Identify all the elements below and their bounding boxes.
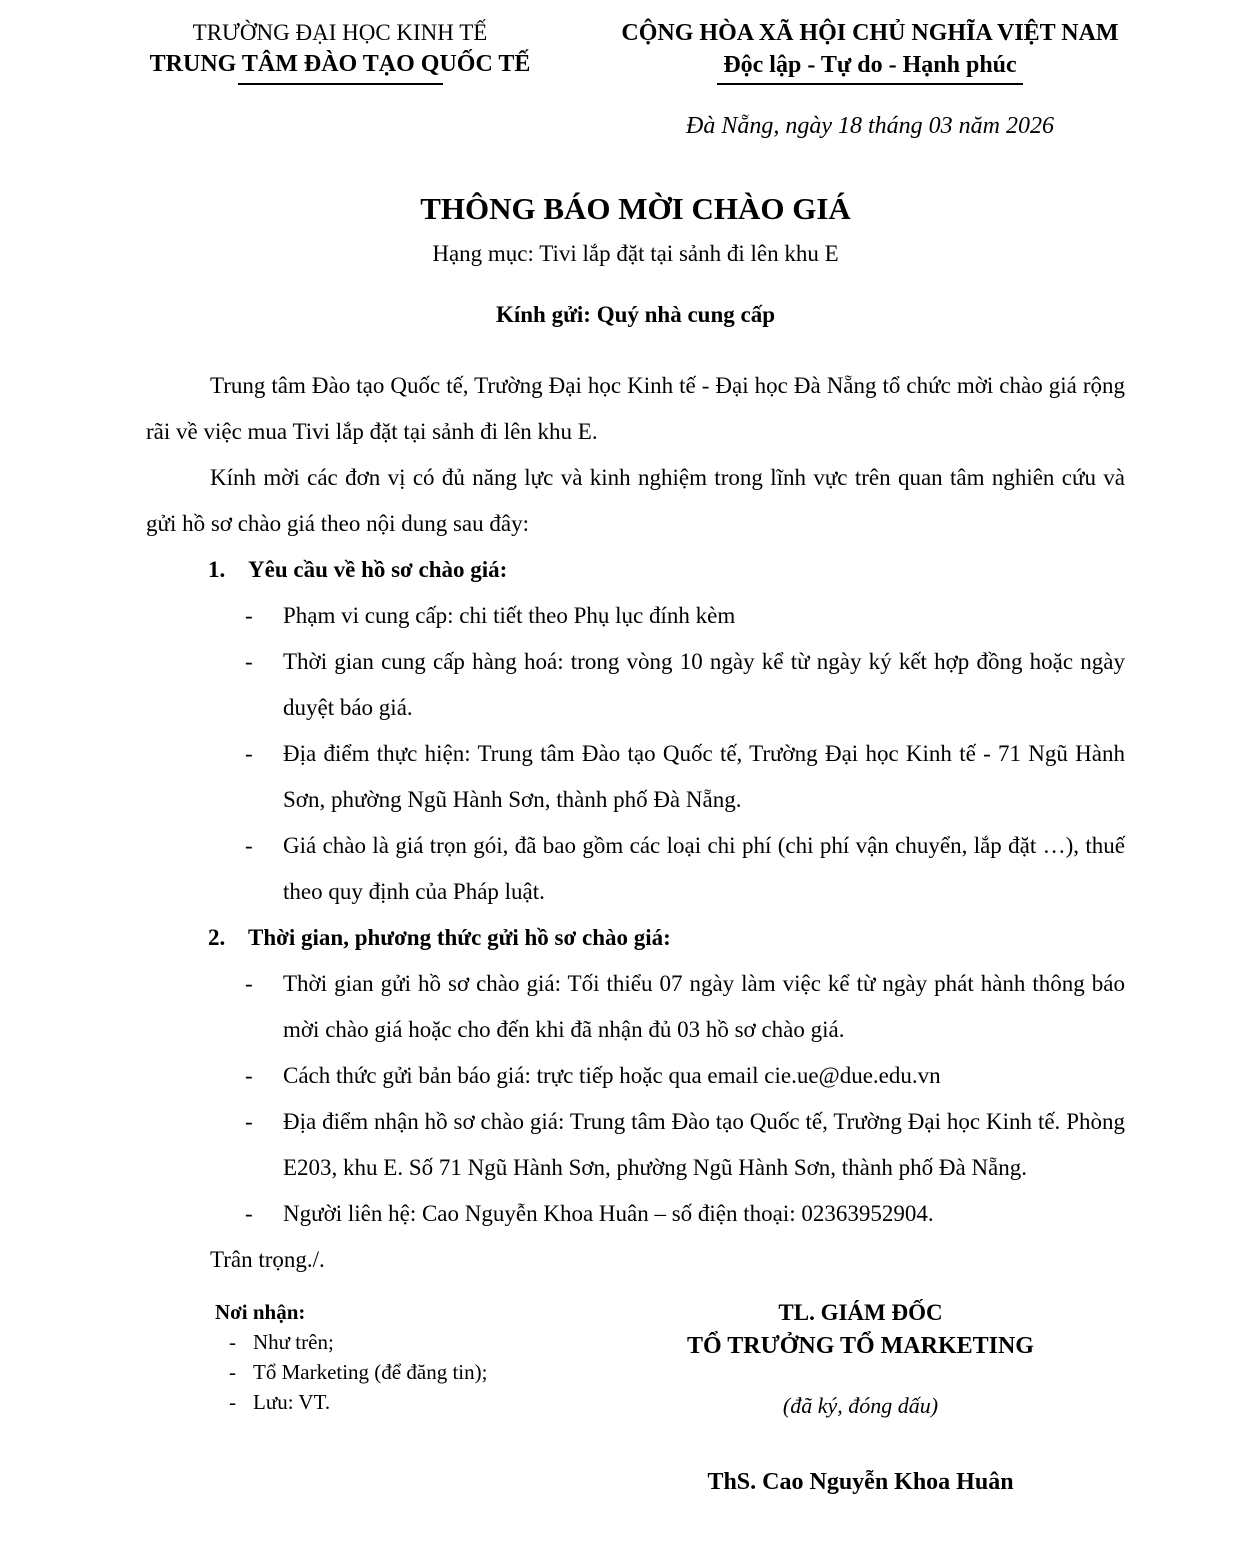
list-item: - Địa điểm thực hiện: Trung tâm Đào tạo Quốc tế, Trường Đại học Kinh tế - 71 Ngũ Hành Sơn, phường Ngũ Hành Sơn, thành phố Đà Nẵng. [146,731,1125,823]
signature-name: ThS. Cao Nguyễn Khoa Huân [707,1469,1014,1495]
list-item: - Thời gian gửi hồ sơ chào giá: Tối thiểu 07 ngày làm việc kể từ ngày phát hành thông báo mời chào giá hoặc cho đến khi đã nhận đủ 03 hồ sơ chào giá. [146,961,1125,1053]
signature-note: (đã ký, đóng dấu) [782,1393,939,1418]
list-item: - Thời gian cung cấp hàng hoá: trong vòng 10 ngày kể từ ngày ký kết hợp đồng hoặc ngày duyệt báo giá. [146,639,1125,731]
recipient-item: - Tổ Marketing (để đăng tin); [215,1357,575,1387]
closing-line: Trân trọng./. [210,1247,325,1272]
section-heading-text: Thời gian, phương thức gửi hồ sơ chào giá: [248,925,671,950]
signature-block [575,1297,1146,1499]
org-name-university: TRƯỜNG ĐẠI HỌC KINH TẾ [192,20,488,45]
list-item: - Người liên hệ: Cao Nguyễn Khoa Huân – số điện thoại: 02363952904. [146,1191,1125,1237]
national-motto-line2-wrap [590,50,1150,85]
list-item: - Giá chào là giá trọn gói, đã bao gồm các loại chi phí (chi phí vận chuyển, lắp đặt …), thuế theo quy định của Pháp luật. [146,823,1125,915]
org-name-center: TRUNG TÂM ĐÀO TẠO QUỐC TẾ [149,51,531,77]
section-number: 2. [208,925,226,950]
document-header [0,18,1241,85]
list-item: - Cách thức gửi bản báo giá: trực tiếp hoặc qua email cie.ue@due.edu.vn [146,1053,1125,1099]
signature-title-line2: TỔ TRƯỞNG TỔ MARKETING [687,1333,1034,1359]
org-underline-rule [238,83,443,85]
paragraph: Trung tâm Đào tạo Quốc tế, Trường Đại học Kinh tế - Đại học Đà Nẵng tổ chức mời chào giá rộng rãi về việc mua Tivi lắp đặt tại sảnh đi lên khu E. [146,373,1125,444]
national-motto-line2: Độc lập - Tự do - Hạnh phúc [717,50,1022,85]
recipient-item: - Như trên; [215,1327,575,1357]
national-motto-line1: CỘNG HÒA XÃ HỘI CHỦ NGHĨA VIỆT NAM [621,20,1119,46]
list-item: - Phạm vi cung cấp: chi tiết theo Phụ lục đính kèm [146,593,1125,639]
org-header-block [90,18,590,85]
national-header-block [590,18,1150,85]
section-heading-text: Yêu cầu về hồ sơ chào giá: [248,557,508,582]
section-number: 1. [208,557,226,582]
recipients-heading: Nơi nhận: [215,1300,306,1324]
page-subtitle: Hạng mục: Tivi lắp đặt tại sảnh đi lên khu E [432,241,839,266]
recipients-block [215,1297,575,1499]
paragraph: Kính mời các đơn vị có đủ năng lực và kinh nghiệm trong lĩnh vực trên quan tâm nghiên cứu và gửi hồ sơ chào giá theo nội dung sau đây: [146,465,1125,536]
document-content [146,191,1125,1283]
date-line: Đà Nẵng, ngày 18 tháng 03 năm 2026 [686,113,1054,139]
list-item: - Địa điểm nhận hồ sơ chào giá: Trung tâm Đào tạo Quốc tế, Trường Đại học Kinh tế. Phòng E203, khu E. Số 71 Ngũ Hành Sơn, phường Ngũ Hành Sơn, thành phố Đà Nẵng. [146,1099,1125,1191]
document-footer [215,1297,1146,1499]
salutation-line: Kính gửi: Quý nhà cung cấp [495,302,776,327]
signature-title-line1: TL. GIÁM ĐỐC [778,1300,943,1325]
body-text [146,363,1125,1283]
page-title: THÔNG BÁO MỜI CHÀO GIÁ [420,191,851,226]
recipient-item: - Lưu: VT. [215,1387,575,1417]
section-heading-1 [146,547,1125,593]
section-heading-2 [146,915,1125,961]
